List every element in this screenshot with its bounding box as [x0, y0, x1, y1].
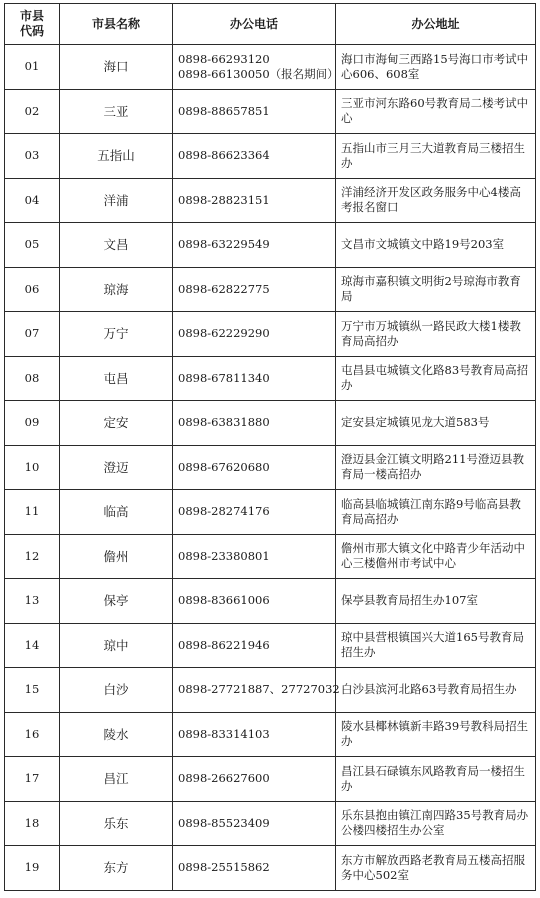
row-code: 14 — [5, 623, 60, 668]
phone-number: 0898-83661006 — [178, 593, 270, 608]
row-name: 保亭 — [60, 579, 173, 624]
row-phone — [173, 801, 336, 846]
row-name: 定安 — [60, 401, 173, 446]
table-row — [5, 178, 536, 223]
phone-number: 0898-27721887、27727032 — [178, 682, 340, 697]
row-code: 16 — [5, 712, 60, 757]
row-phone — [173, 490, 336, 535]
row-name: 五指山 — [60, 134, 173, 179]
row-name: 洋浦 — [60, 178, 173, 223]
phone-number: 0898-86623364 — [178, 148, 270, 163]
header-code: 市县 代码 — [5, 4, 60, 45]
table-row — [5, 134, 536, 179]
row-phone — [173, 712, 336, 757]
row-name: 万宁 — [60, 312, 173, 357]
row-name: 澄迈 — [60, 445, 173, 490]
table-row — [5, 401, 536, 446]
row-code: 19 — [5, 846, 60, 891]
table-header — [5, 4, 536, 45]
phone-number: 0898-23380801 — [178, 548, 270, 563]
row-address: 儋州市那大镇文化中路青少年活动中心三楼儋州市考试中心 — [336, 534, 536, 579]
phone-number: 0898-26627600 — [178, 771, 270, 786]
row-phone — [173, 623, 336, 668]
row-name: 文昌 — [60, 223, 173, 268]
row-address: 保亭县教育局招生办107室 — [336, 579, 536, 624]
table-row — [5, 579, 536, 624]
table-row — [5, 445, 536, 490]
row-address: 东方市解放西路老教育局五楼高招服务中心502室 — [336, 846, 536, 891]
row-phone — [173, 401, 336, 446]
phone-number: 0898-66130050（报名期间） — [178, 66, 339, 81]
row-code: 17 — [5, 757, 60, 802]
row-phone — [173, 445, 336, 490]
header-name: 市县名称 — [60, 4, 173, 45]
row-code: 18 — [5, 801, 60, 846]
row-address: 乐东县抱由镇江南四路35号教育局办公楼四楼招生办公室 — [336, 801, 536, 846]
row-code: 03 — [5, 134, 60, 179]
row-phone — [173, 668, 340, 713]
row-phone — [173, 45, 339, 90]
row-name: 昌江 — [60, 757, 173, 802]
row-phone — [173, 89, 336, 134]
row-address: 海口市海甸三西路15号海口市考试中心606、608室 — [336, 45, 536, 90]
row-address: 琼中县营根镇国兴大道165号教育局招生办 — [336, 623, 536, 668]
row-phone — [173, 312, 336, 357]
row-code: 05 — [5, 223, 60, 268]
row-name: 白沙 — [60, 668, 173, 713]
phone-number: 0898-62822775 — [178, 281, 270, 296]
phone-number: 0898-63229549 — [178, 237, 270, 252]
row-name: 海口 — [60, 45, 173, 90]
table-row — [5, 846, 536, 891]
row-code: 07 — [5, 312, 60, 357]
row-code: 08 — [5, 356, 60, 401]
header-address: 办公地址 — [336, 4, 536, 45]
table-row — [5, 623, 536, 668]
row-code: 15 — [5, 668, 60, 713]
phone-number: 0898-86221946 — [178, 637, 270, 652]
row-code: 06 — [5, 267, 60, 312]
phone-number: 0898-85523409 — [178, 815, 270, 830]
phone-number: 0898-83314103 — [178, 726, 270, 741]
table-row — [5, 490, 536, 535]
row-address: 定安县定城镇见龙大道583号 — [336, 401, 536, 446]
table-row — [5, 89, 536, 134]
phone-number: 0898-28274176 — [178, 504, 270, 519]
row-phone — [173, 757, 336, 802]
row-name: 琼中 — [60, 623, 173, 668]
row-name: 屯昌 — [60, 356, 173, 401]
row-name: 琼海 — [60, 267, 173, 312]
row-name: 乐东 — [60, 801, 173, 846]
table-row — [5, 668, 536, 713]
row-name: 临高 — [60, 490, 173, 535]
row-address: 陵水县椰林镇新丰路39号教科局招生办 — [336, 712, 536, 757]
row-phone — [173, 223, 336, 268]
row-code: 10 — [5, 445, 60, 490]
row-phone — [173, 134, 336, 179]
table-body — [5, 45, 536, 891]
row-code: 02 — [5, 89, 60, 134]
phone-number: 0898-28823151 — [178, 192, 270, 207]
row-code: 11 — [5, 490, 60, 535]
row-address: 琼海市嘉积镇文明街2号琼海市教育局 — [336, 267, 536, 312]
row-phone — [173, 846, 336, 891]
row-address: 洋浦经济开发区政务服务中心4楼高考报名窗口 — [336, 178, 536, 223]
row-name: 东方 — [60, 846, 173, 891]
row-address: 万宁市万城镇纵一路民政大楼1楼教育局高招办 — [336, 312, 536, 357]
phone-number: 0898-67620680 — [178, 459, 270, 474]
phone-number: 0898-62229290 — [178, 326, 270, 341]
row-address: 三亚市河东路60号教育局二楼考试中心 — [336, 89, 536, 134]
table-row — [5, 801, 536, 846]
row-address: 白沙县滨河北路63号教育局招生办 — [336, 668, 536, 713]
phone-number: 0898-67811340 — [178, 370, 270, 385]
phone-number: 0898-88657851 — [178, 103, 270, 118]
row-phone — [173, 178, 336, 223]
table-row — [5, 757, 536, 802]
row-address: 文昌市文城镇文中路19号203室 — [336, 223, 536, 268]
row-code: 12 — [5, 534, 60, 579]
phone-number: 0898-63831880 — [178, 415, 270, 430]
row-phone — [173, 356, 336, 401]
row-name: 陵水 — [60, 712, 173, 757]
table-row — [5, 712, 536, 757]
table-row — [5, 45, 536, 90]
phone-number: 0898-25515862 — [178, 860, 270, 875]
row-code: 09 — [5, 401, 60, 446]
row-code: 04 — [5, 178, 60, 223]
row-name: 三亚 — [60, 89, 173, 134]
row-address: 临高县临城镇江南东路9号临高县教育局高招办 — [336, 490, 536, 535]
row-phone — [173, 579, 336, 624]
row-address: 五指山市三月三大道教育局三楼招生办 — [336, 134, 536, 179]
row-phone — [173, 534, 336, 579]
table-row — [5, 534, 536, 579]
table-row — [5, 356, 536, 401]
row-phone — [173, 267, 336, 312]
header-row — [5, 4, 536, 45]
row-code: 13 — [5, 579, 60, 624]
header-phone: 办公电话 — [173, 4, 336, 45]
table-row — [5, 312, 536, 357]
phone-number: 0898-66293120 — [178, 51, 270, 66]
table-row — [5, 223, 536, 268]
table-row — [5, 267, 536, 312]
row-address: 澄迈县金江镇文明路211号澄迈县教育局一楼高招办 — [336, 445, 536, 490]
row-address: 屯昌县屯城镇文化路83号教育局高招办 — [336, 356, 536, 401]
office-contact-table — [4, 3, 536, 891]
row-address: 昌江县石碌镇东风路教育局一楼招生办 — [336, 757, 536, 802]
row-code: 01 — [5, 45, 60, 90]
row-name: 儋州 — [60, 534, 173, 579]
